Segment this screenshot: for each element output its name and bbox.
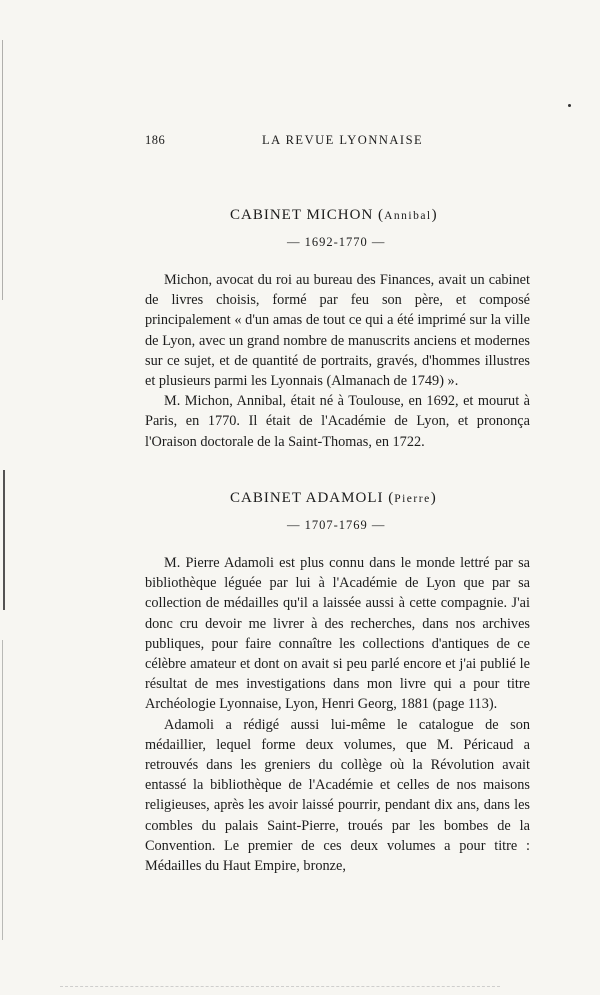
- section-body: [145, 270, 530, 452]
- section-dates: [0, 518, 600, 534]
- dates-text: — 1707-1769 —: [287, 518, 386, 532]
- section-body: [145, 553, 530, 876]
- dates-text: — 1692-1770 —: [287, 235, 386, 249]
- page-number: 186: [145, 133, 166, 147]
- heading-text: CABINET MICHON (: [230, 207, 385, 223]
- heading-close: ): [431, 207, 438, 223]
- heading-smallcaps: Pierre: [394, 493, 431, 505]
- ink-speck: [568, 104, 571, 107]
- section-heading: [0, 490, 600, 510]
- paragraph: Adamoli a rédigé aussi lui-même le catalogue de son médaillier, lequel forme deux volumes, que M. Péricaud a retrouvés dans les greniers du collège où la Révolution avait entassé la bibliothèque de l'Académie et celles de nos maisons religieuses, après les avoir laissé pourrir, pendant dix ans, dans les combles du palais Saint-Pierre, troués par les bombes de la Convention. Le premier de ces deux volumes a pour titre : Médailles du Haut Empire, bronze,: [145, 716, 530, 875]
- heading-close: ): [430, 490, 437, 506]
- section-heading: [0, 207, 600, 227]
- page-edge-dust: [60, 986, 500, 989]
- heading-text: CABINET ADAMOLI (: [230, 490, 395, 506]
- journal-title: LA REVUE LYONNAISE: [262, 133, 424, 147]
- paragraph: M. Pierre Adamoli est plus connu dans le monde lettré par sa bibliothèque léguée par lui à l'Académie de Lyon que par sa collection de médailles qu'il a laissée aussi à cette compagnie. J'ai donc cru devoir me livrer à des recherches, dans nos archives publiques, pour faire connaître les collections d'antiques de ce célèbre amateur et dont on avait si peu parlé encore et j'ai publié le résultat de mes investigations dans mon livre qui a pour titre Archéologie Lyonnaise, Lyon, Henri Georg, 1881 (page 113).: [145, 555, 530, 713]
- scan-edge-mark: [2, 40, 3, 300]
- scan-edge-mark: [2, 640, 3, 940]
- section-dates: [0, 235, 600, 251]
- heading-smallcaps: Annibal: [384, 210, 432, 222]
- running-head: [0, 133, 600, 151]
- paragraph: Michon, avocat du roi au bureau des Finances, avait un cabinet de livres choisis, formé par feu son père, et composé principalement « d'un amas de tout ce qui a été imprimé sur la ville de Lyon, avec un grand nombre de manuscrits anciens et modernes sur ce sujet, et de quantité de portraits, gravés, d'hommes illustres et plusieurs parmi les Lyonnais (Almanach de 1749) ».: [145, 272, 530, 390]
- paragraph: M. Michon, Annibal, était né à Toulouse, en 1692, et mourut à Paris, en 1770. Il était de l'Académie de Lyon, et prononça l'Oraison doctorale de la Saint-Thomas, en 1722.: [145, 393, 530, 450]
